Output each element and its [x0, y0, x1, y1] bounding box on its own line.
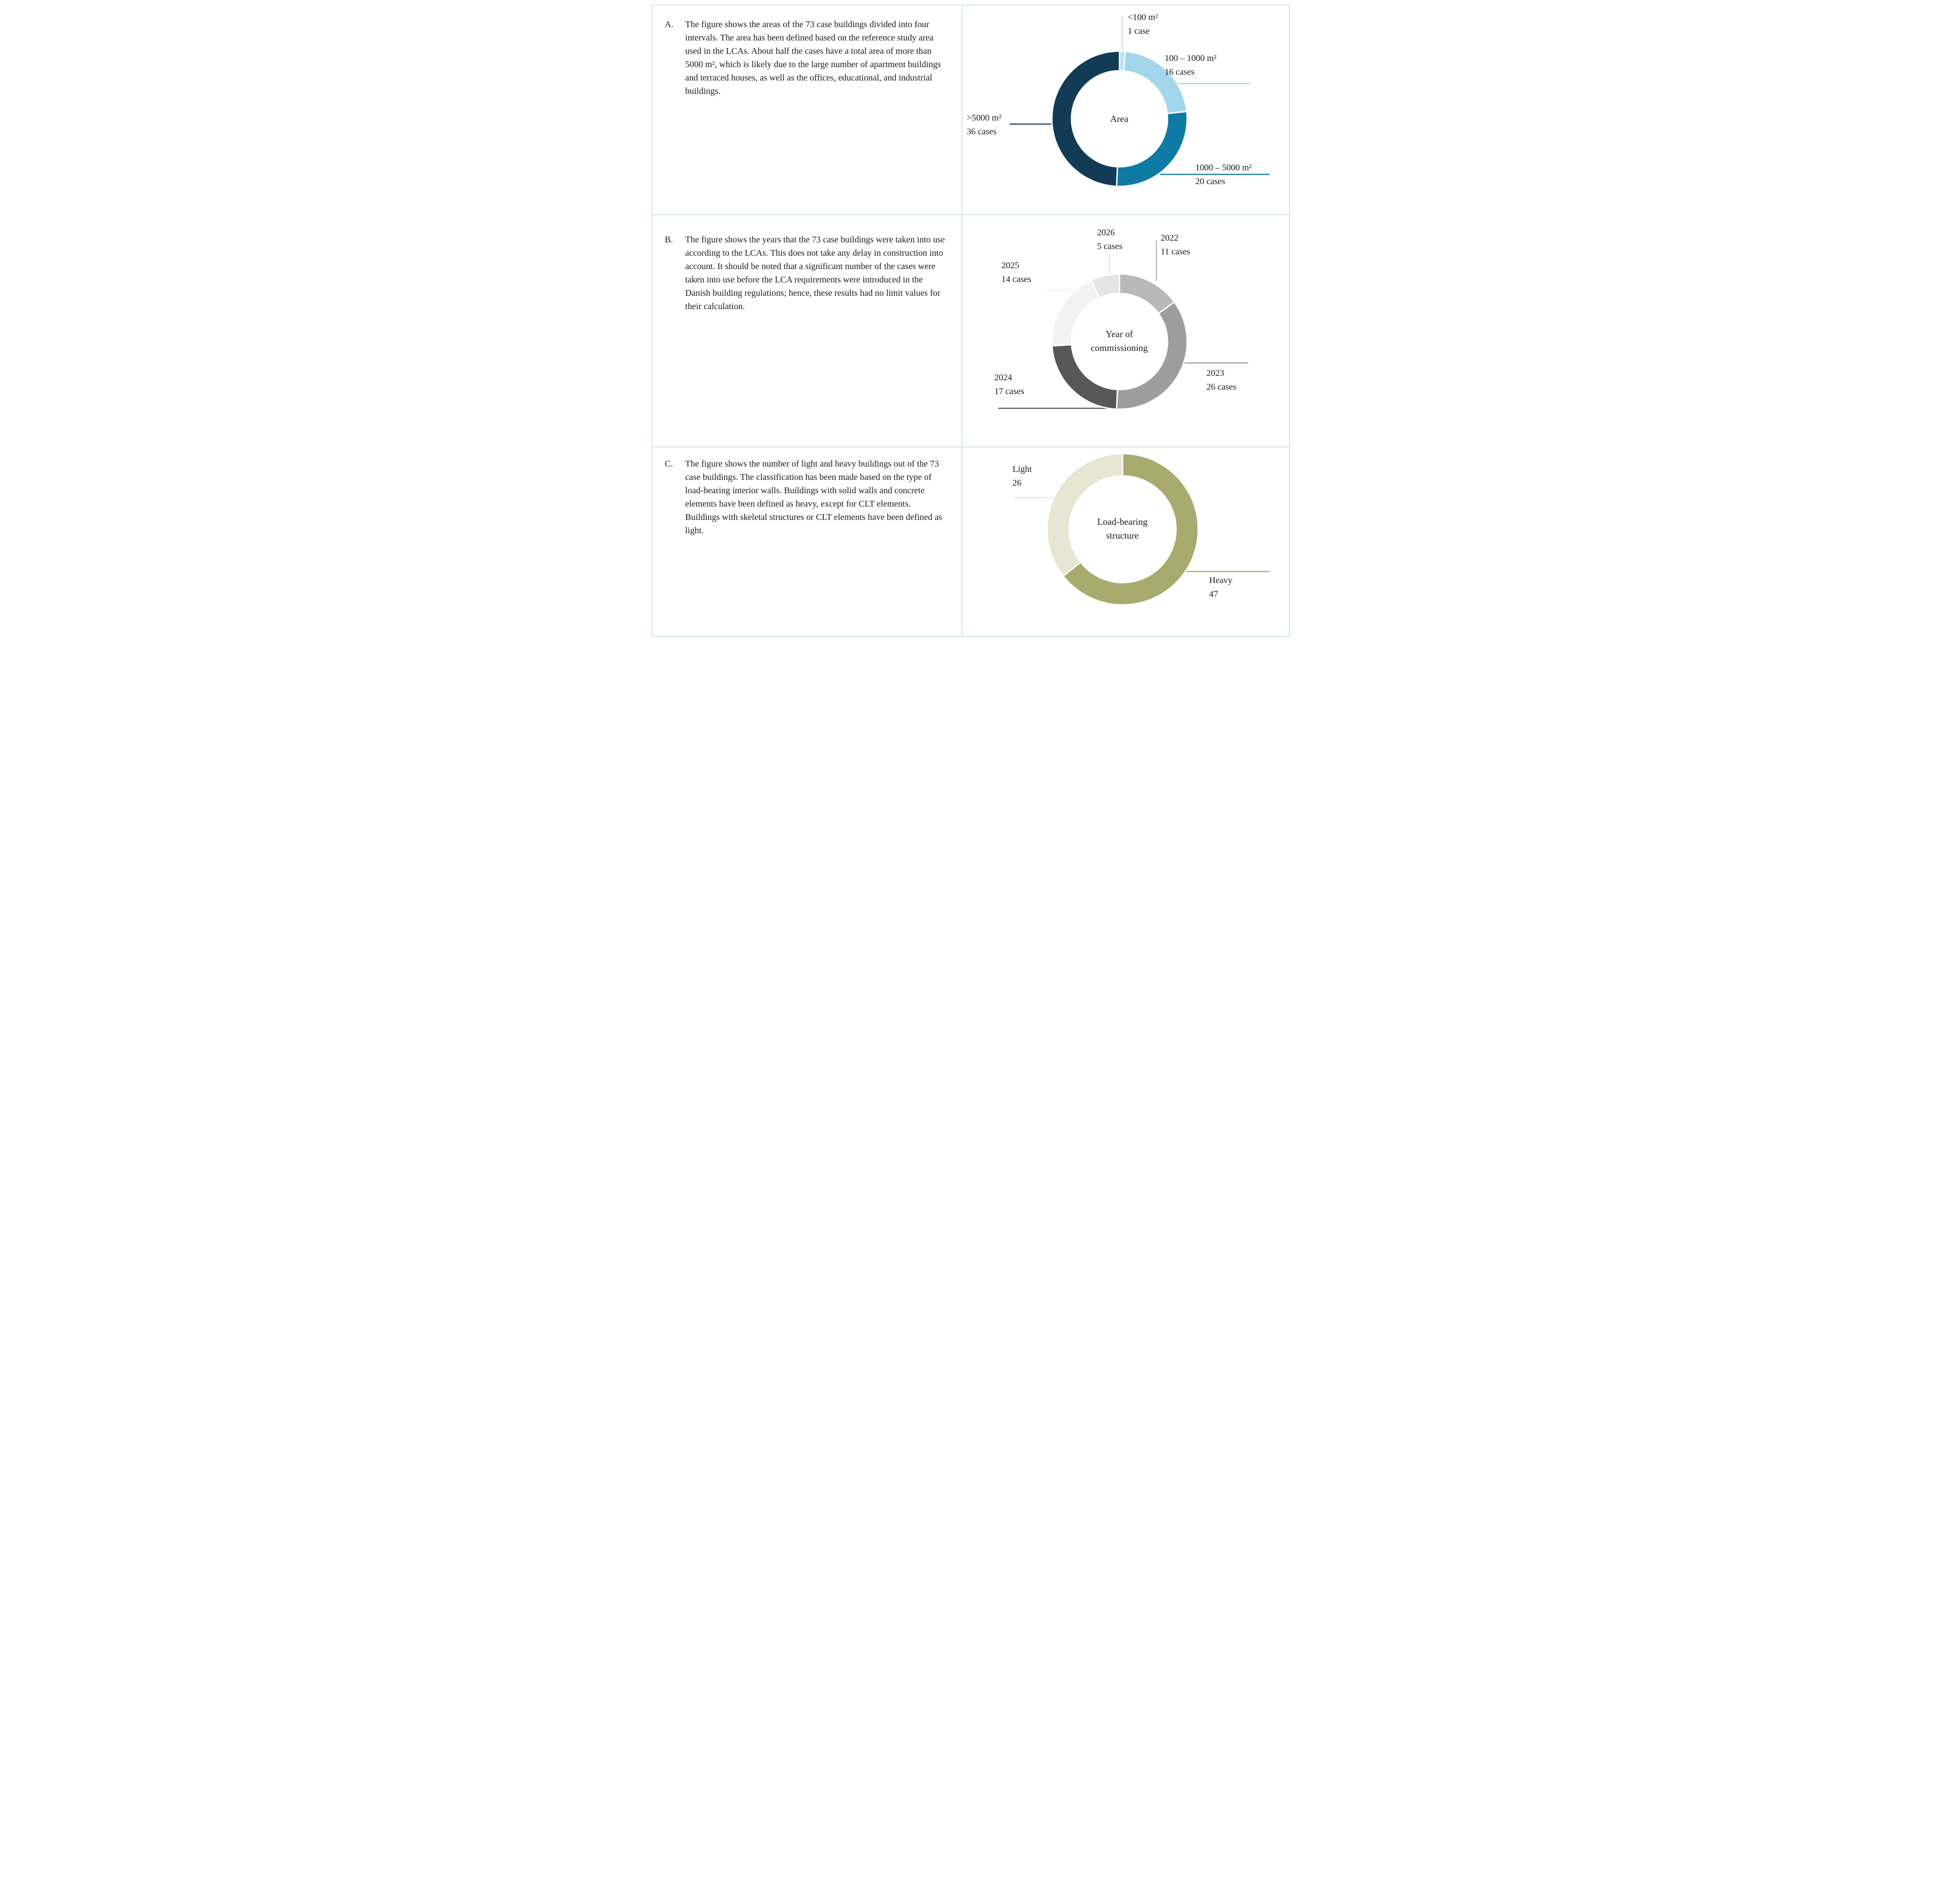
structure-center-line1: Load-bearing: [1097, 516, 1148, 527]
label-100-1000-range: 100 – 1000 m²: [1164, 53, 1217, 63]
label-heavy-count: 47: [1209, 589, 1218, 599]
panel-c: [652, 447, 1289, 636]
label-2022-year: 2022: [1160, 233, 1179, 243]
panel-b-paragraph: [665, 233, 946, 313]
panel-a-caption: The figure shows the areas of the 73 case buildings divided into four intervals. The area has been defined based on the reference study area used in the LCAs. About half the cases have a total area of more than 5000 m², which is likely due to the large number of apartment buildings and terraced houses, as well as the offices, educational, and industrial buildings.: [685, 20, 941, 96]
area-center-line1: Area: [1110, 113, 1128, 124]
label-light-count: 26: [1012, 478, 1022, 488]
year-center-line1: Year of: [1105, 329, 1133, 339]
label-2026-cases: 5 cases: [1097, 242, 1123, 251]
panel-a-text-cell: [652, 5, 962, 214]
label-lt100-range: <100 m²: [1128, 12, 1158, 22]
label-2024-year: 2024: [994, 373, 1012, 382]
label-2022: [1161, 231, 1190, 259]
label-2025-cases: 14 cases: [1001, 274, 1031, 284]
label-gt5000: [967, 111, 1002, 139]
label-2025: [1002, 259, 1031, 286]
label-2024-cases: 17 cases: [994, 386, 1024, 396]
year-chart-cell: [962, 215, 1289, 447]
label-2023-year: 2023: [1206, 368, 1224, 378]
panel-c-caption: The figure shows the number of light and heavy buildings out of the 73 case buildings. The classification has been made based on the type of load-bearing interior walls. Buildings with solid walls and concrete elements have been defined as heavy, except for CLT elements. Buildings with skeletal structures or CLT elements have been defined as light.: [685, 459, 942, 535]
label-2025-year: 2025: [1001, 261, 1019, 270]
label-light-name: Light: [1012, 464, 1032, 474]
year-center-label: [1066, 327, 1173, 355]
label-2024: [995, 371, 1024, 399]
donut-slice-2023: [1116, 302, 1187, 409]
label-heavy: [1209, 574, 1232, 601]
panel-c-text-cell: [652, 447, 962, 636]
label-gt5000-cases: 36 cases: [966, 127, 997, 137]
label-100-1000: [1165, 52, 1217, 79]
label-lt100-cases: 1 case: [1128, 26, 1150, 36]
three-panel-figure: [652, 4, 1290, 637]
label-2023-cases: 26 cases: [1206, 382, 1236, 392]
label-2022-cases: 11 cases: [1160, 247, 1190, 257]
label-2026: [1097, 226, 1123, 254]
panel-c-paragraph: [665, 457, 946, 537]
panel-b-text-cell: [652, 215, 962, 447]
label-lt100: [1128, 11, 1158, 38]
panel-b-marker: B.: [664, 235, 673, 245]
label-1000-5000: [1196, 161, 1252, 189]
panel-a-paragraph: [665, 18, 946, 98]
label-heavy-name: Heavy: [1209, 576, 1232, 585]
label-2023: [1207, 366, 1236, 394]
label-1000-5000-cases: 20 cases: [1195, 177, 1225, 186]
label-100-1000-cases: 16 cases: [1164, 67, 1195, 77]
panel-a-marker: A.: [664, 20, 673, 29]
structure-center-line2: structure: [1106, 530, 1139, 541]
panel-c-marker: C.: [664, 459, 673, 469]
structure-center-label: [1069, 515, 1176, 543]
area-center-label: [1066, 112, 1173, 126]
label-gt5000-range: >5000 m²: [966, 113, 1002, 123]
panel-a: [652, 5, 1289, 215]
label-2026-year: 2026: [1097, 228, 1115, 237]
structure-chart-cell: [962, 447, 1289, 636]
panel-b-caption: The figure shows the years that the 73 case buildings were taken into use according to the LCAs. This does not take any delay in construction into account. It should be noted that a significant number of the cases were taken into use before the LCA requirements were introduced in the Danish building regulations; hence, these results had no limit values for their calculation.: [685, 235, 945, 311]
label-1000-5000-range: 1000 – 5000 m²: [1195, 163, 1252, 173]
year-center-line2: commissioning: [1091, 342, 1148, 353]
area-chart-cell: [962, 5, 1289, 214]
panel-b: [652, 215, 1289, 447]
label-light: [1013, 463, 1032, 490]
